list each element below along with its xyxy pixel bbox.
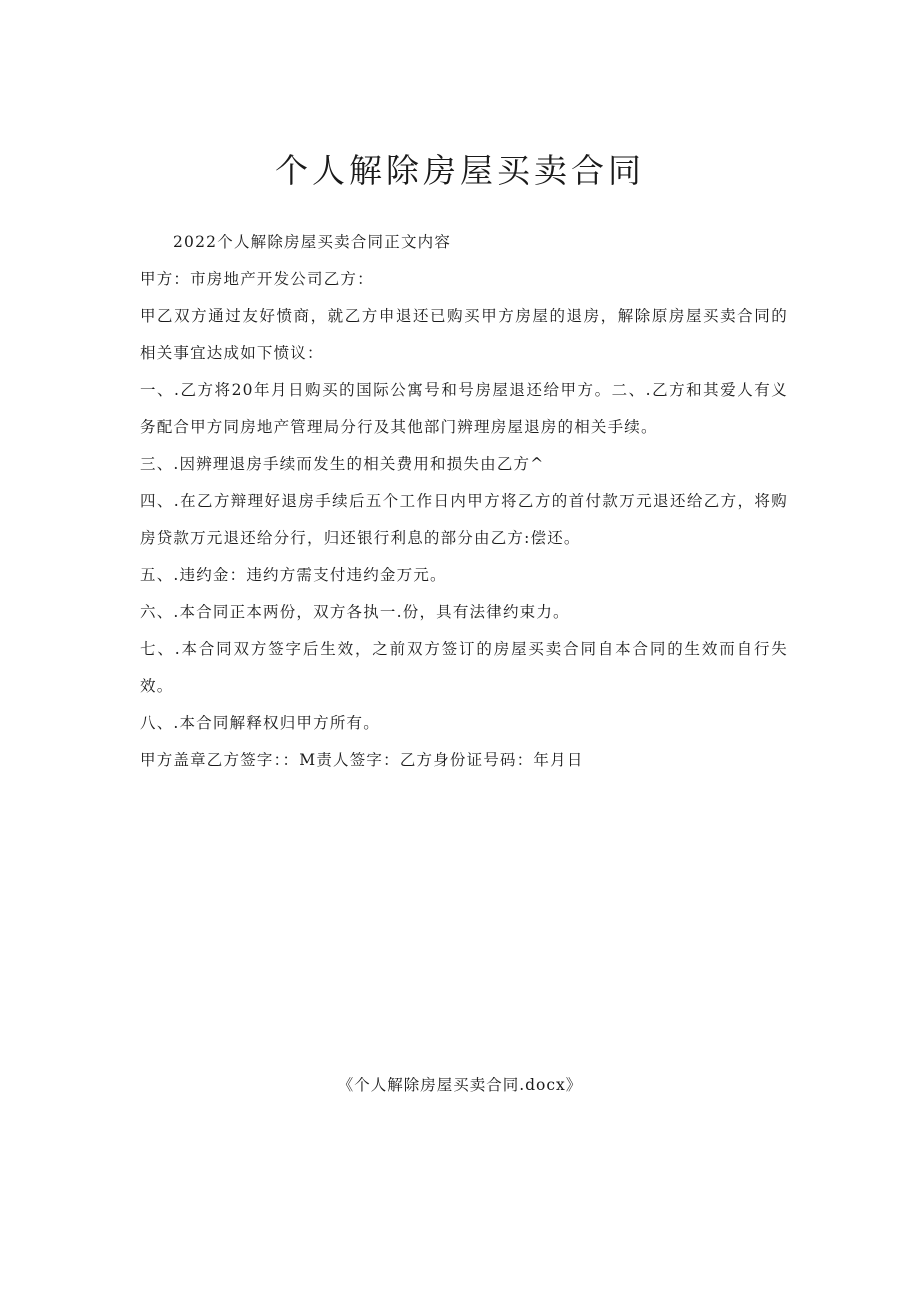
paragraph-clause-5: 五、.违约金：违约方需支付违约金万元。 <box>140 566 447 584</box>
paragraph-clause-8: 八、.本合同解释权归甲方所有。 <box>140 714 380 732</box>
document-subtitle: 2022个人解除房屋买卖合同正文内容 <box>173 233 452 251</box>
paragraph-clause-3: 三、.因辨理退房手续而发生的相关费用和损失由乙方^ <box>140 455 545 473</box>
document-footer-filename: 《个人解除房屋买卖合同.docx》 <box>337 1076 583 1094</box>
document-title: 个人解除房屋买卖合同 <box>275 151 645 190</box>
paragraph-preamble: 甲乙双方通过友好愤商，就乙方申退还已购买甲方房屋的退房，解除原房屋买卖合同的相关事宜达成如下愤议： <box>140 307 788 362</box>
paragraph-clause-4: 四、.在乙方辩理好退房手续后五个工作日内甲方将乙方的首付款万元退还给乙方，将购房贷款万元退还给分行，归还银行利息的部分由乙方:偿还。 <box>140 492 788 547</box>
paragraph-signatures: 甲方盖章乙方签字：：M责人签字：乙方身份证号码：年月日 <box>140 751 584 769</box>
paragraph-clause-6: 六、.本合同正本两份，双方各执一.份，具有法律约束力。 <box>140 603 570 621</box>
paragraph-clause-1-2: 一、.乙方将20年月日购买的国际公寓号和号房屋退还给甲方。二、.乙方和其爱人有义务配合甲方同房地产管理局分行及其他部门辨理房屋退房的相关手续。 <box>140 381 788 436</box>
paragraph-parties: 甲方：市房地产开发公司乙方： <box>140 270 374 288</box>
document-body <box>140 224 788 779</box>
paragraph-clause-7: 七、.本合同双方签字后生效，之前双方签订的房屋买卖合同自本合同的生效而自行失效。 <box>140 640 788 695</box>
